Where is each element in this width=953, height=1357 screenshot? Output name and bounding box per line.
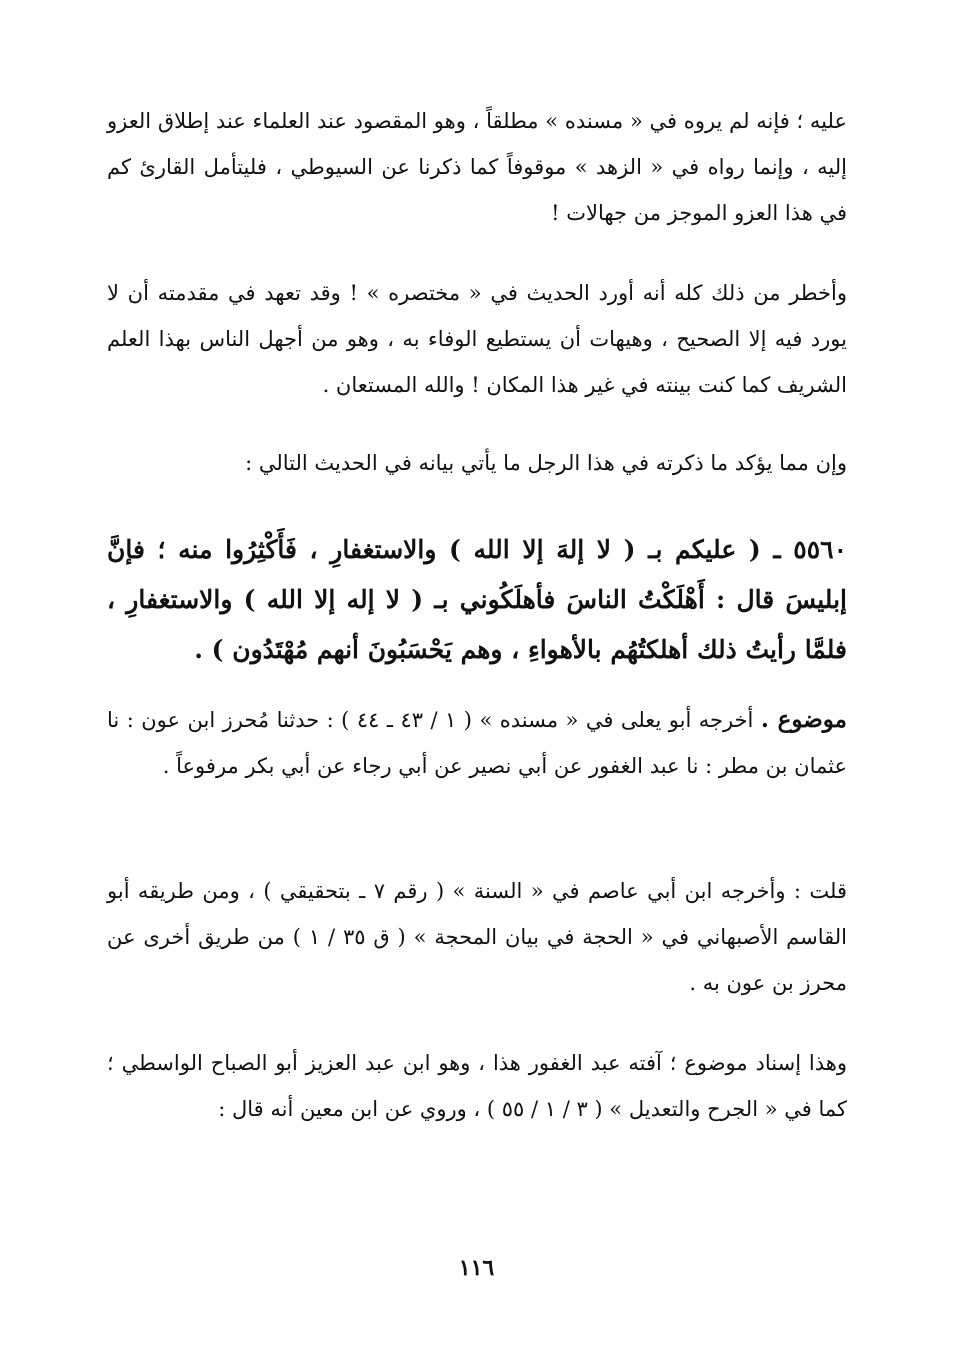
paragraph-commentary-1: عليه ؛ فإنه لم يروه في « مسنده » مطلقاً ، وهو المقصود عند العلماء عند إطلاق العزو إليه ، وإنما رواه في « الزهد » موقوفاً كما ذكرنا عن السيوطي ، فليتأمل القارئ كم في هذا العزو الموجز من جهالات ! — [107, 109, 847, 225]
paragraph-note: قلت : وأخرجه ابن أبي عاصم في « السنة » ( رقم ٧ ـ بتحقيقي ) ، ومن طريقه أبو القاسم الأصبهاني في « الحجة في بيان المحجة » ( ق ٣٥ / ١ ) من طريق أخرى عن محرز بن عون به . — [107, 879, 848, 995]
paragraph-grading — [107, 697, 847, 789]
hadith-text: ٥٥٦٠ ـ ( عليكم بـ ( لا إلهَ إلا الله ) والاستغفارِ ، فَأَكْثِرُوا منه ؛ فإنَّ إبليسَ قال : أَهْلَكْتُ الناسَ فأهلَكُوني بـ ( لا إله إلا الله ) والاستغفارِ ، فلمَّا رأيتُ ذلك أهلكتُهُم بالأهواءِ ، وهم يَحْسَبُونَ أنهم مُهْتَدُون ) . — [107, 535, 847, 664]
paragraph-isnad: وهذا إسناد موضوع ؛ آفته عبد الغفور هذا ، وهو ابن عبد العزيز أبو الصباح الواسطي ؛ كما في « الجرح والتعديل » ( ٣ / ١ / ٥٥ ) ، وروي عن ابن معين أنه قال : — [107, 1051, 847, 1121]
paragraph-transition: وإن مما يؤكد ما ذكرته في هذا الرجل ما يأتي بيانه في الحديث التالي : — [245, 451, 847, 475]
grading-source: أخرجه أبو يعلى في « مسنده » ( ١ / ٤٣ ـ ٤٤ ) : حدثنا مُحرز ابن عون : نا عثمان بن مطر : نا عبد الغفور عن أبي نصير عن أبي رجاء عن أبي بكر مرفوعاً . — [107, 708, 847, 778]
grading-label: موضوع . — [760, 706, 847, 733]
paragraph-commentary-2: وأخطر من ذلك كله أنه أورد الحديث في « مختصره » ! وقد تعهد في مقدمته أن لا يورد فيه إلا الصحيح ، وهيهات أن يستطيع الوفاء به ، وهو من أجهل الناس بهذا العلم الشريف كما كنت بينته في غير هذا المكان ! والله المستعان . — [107, 281, 847, 397]
page-number: ١١٦ — [458, 1255, 495, 1281]
